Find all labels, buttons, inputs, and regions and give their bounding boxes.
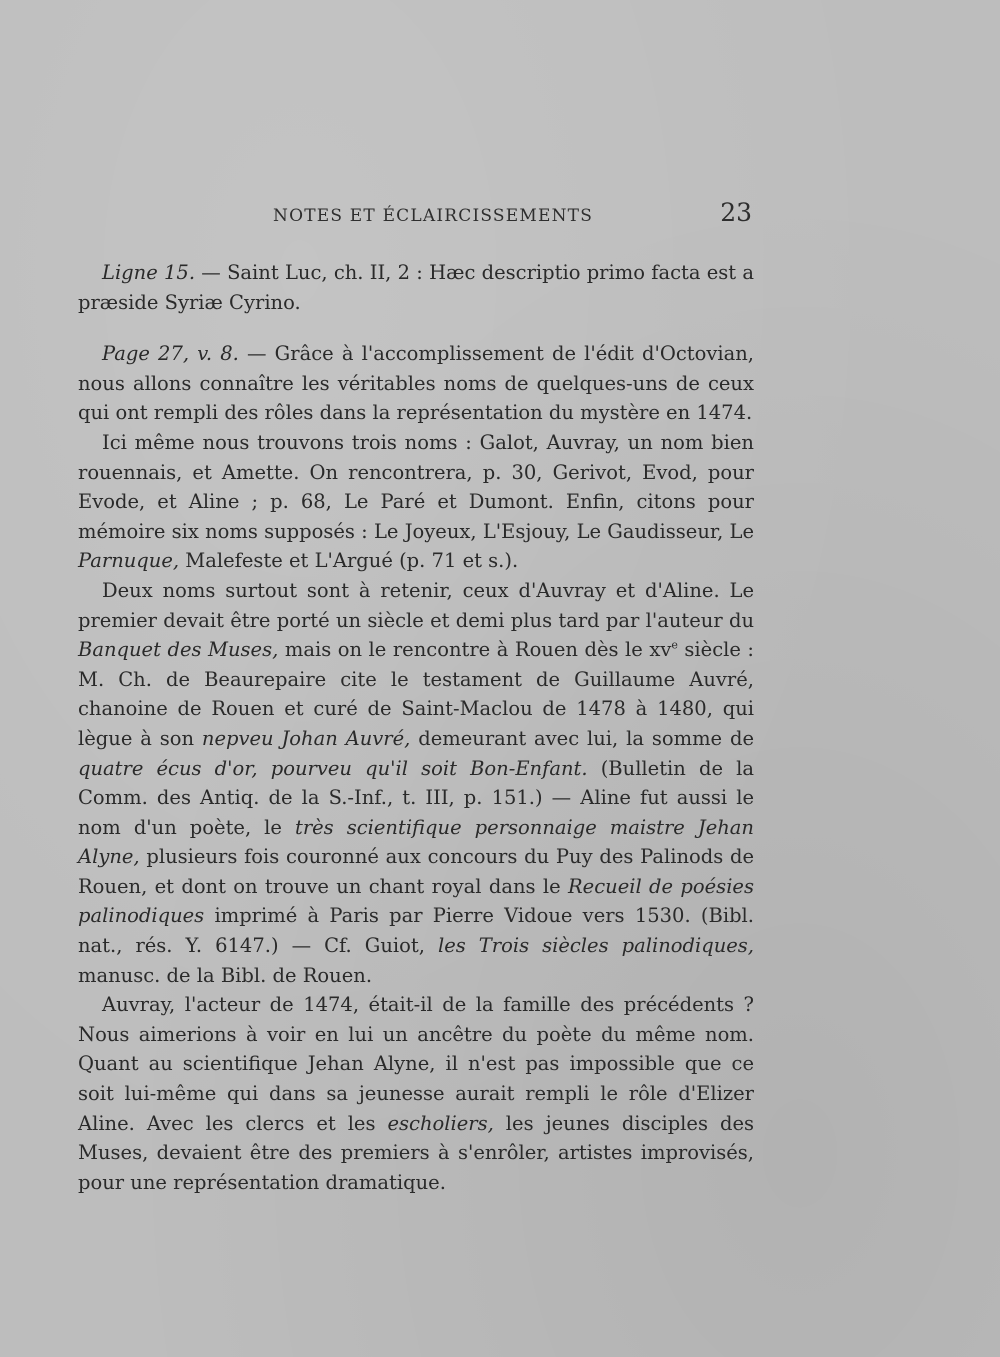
note-text: — Grâce à l'accomplissement de l'édit d'Octovian, nous allons connaître les véritables noms de quelques-uns de ceux qui ont rempli des rôles dans la représentation du mystère en 1474. (78, 342, 754, 425)
chapter-numeral: II (369, 261, 386, 284)
note-text: — Saint Luc, ch. (195, 261, 370, 284)
paragraph-text: manusc. de la Bibl. de Rouen. (78, 963, 373, 987)
note-ref: Ligne 15. (102, 261, 196, 284)
italic-text: quatre écus d'or, pourveu qu'il soit Bon-Enfant. (78, 756, 588, 780)
italic-text: Parnuque, (78, 549, 180, 573)
paragraph-text: (Bulletin de la Comm. des Antiq. de la S.-Inf., t. III, p. 151.) — Aline fut aussi le nom d'un poète, le (78, 756, 755, 839)
running-head (76, 200, 756, 230)
italic-text: les Trois siècles palinodiques, (437, 934, 754, 958)
italic-text: nepveu Johan Auvré, (201, 726, 411, 750)
paragraph-text: Ici même nous trouvons trois noms : Galot, Auvray, un nom bien rouennais, et Amette. On rencontrera, p. 30, Gerivot, Evod, pour Evode, et Aline ; p. 68, Le Paré et Dumont. Enfin, citons pour mémoire six noms supposés : Le Joyeux, L'Esjouy, Le Gaudisseur, Le (78, 430, 754, 543)
note-ref: Page 27, v. 8. (102, 342, 239, 366)
paragraph-text: imprimé à Paris par Pierre Vidoue vers 1530. (Bibl. nat., rés. Y. 6147.) — Cf. Guiot, (78, 904, 754, 958)
running-title: NOTES ET ÉCLAIRCISSEMENTS (273, 206, 594, 226)
paragraph-acteur-1474 (78, 990, 754, 1197)
paragraph-text: les jeunes disciples des Muses, devaient être des premiers à s'enrôler, artistes improvisés, pour une représentation dramatique. (78, 1111, 754, 1194)
italic-text: escholiers, (387, 1111, 494, 1135)
paragraph-text: Deux noms surtout sont à retenir, ceux d'Auvray et d'Aline. Le premier devait être porté un siècle et demi plus tard par l'auteur du (78, 578, 754, 632)
note-text: , 2 : Hæc descriptio primo facta est a præside Syriæ Cyrino. (78, 261, 754, 314)
paragraph-text: mais on le rencontre à Rouen dès le xv (278, 638, 672, 662)
paragraph-text: plusieurs fois couronné aux concours du Puy des Palinods de Rouen, et dont on trouve un chant royal dans le (78, 845, 754, 898)
note-page-27 (78, 339, 754, 428)
superscript: e (671, 638, 678, 652)
note-ligne-15 (78, 258, 754, 317)
paragraph-text: Malefeste et L'Argué (p. 71 et s.). (179, 549, 519, 573)
body-text (78, 258, 754, 1197)
paragraph-text: demeurant avec lui, la somme de (410, 726, 754, 750)
paragraph-text: Auvray, l'acteur de 1474, était-il de la famille des précédents ? Nous aimerions à voir en lui un ancêtre du poète du même nom. Quant au scientifique Jehan Alyne, il n'est pas impossible que ce soit lui-même qui dans sa jeunesse aurait rempli le rôle d'Elizer Aline. Avec les clercs et les (78, 993, 754, 1135)
paragraph-noms (78, 428, 754, 576)
italic-text: Recueil de poésies palinodiques (78, 874, 754, 928)
italic-text: très scientifique personnaige maistre Jehan Alyne, (78, 815, 754, 869)
italic-text: Banquet des Muses, (78, 638, 279, 662)
paragraph-text: siècle : M. Ch. de Beaurepaire cite le testament de Guillaume Auvré, chanoine de Rouen et curé de Saint-Maclou de 1478 à 1480, qui lègue à son (78, 638, 755, 750)
page-number: 23 (720, 198, 752, 227)
paragraph-auvray-aline (78, 576, 754, 990)
